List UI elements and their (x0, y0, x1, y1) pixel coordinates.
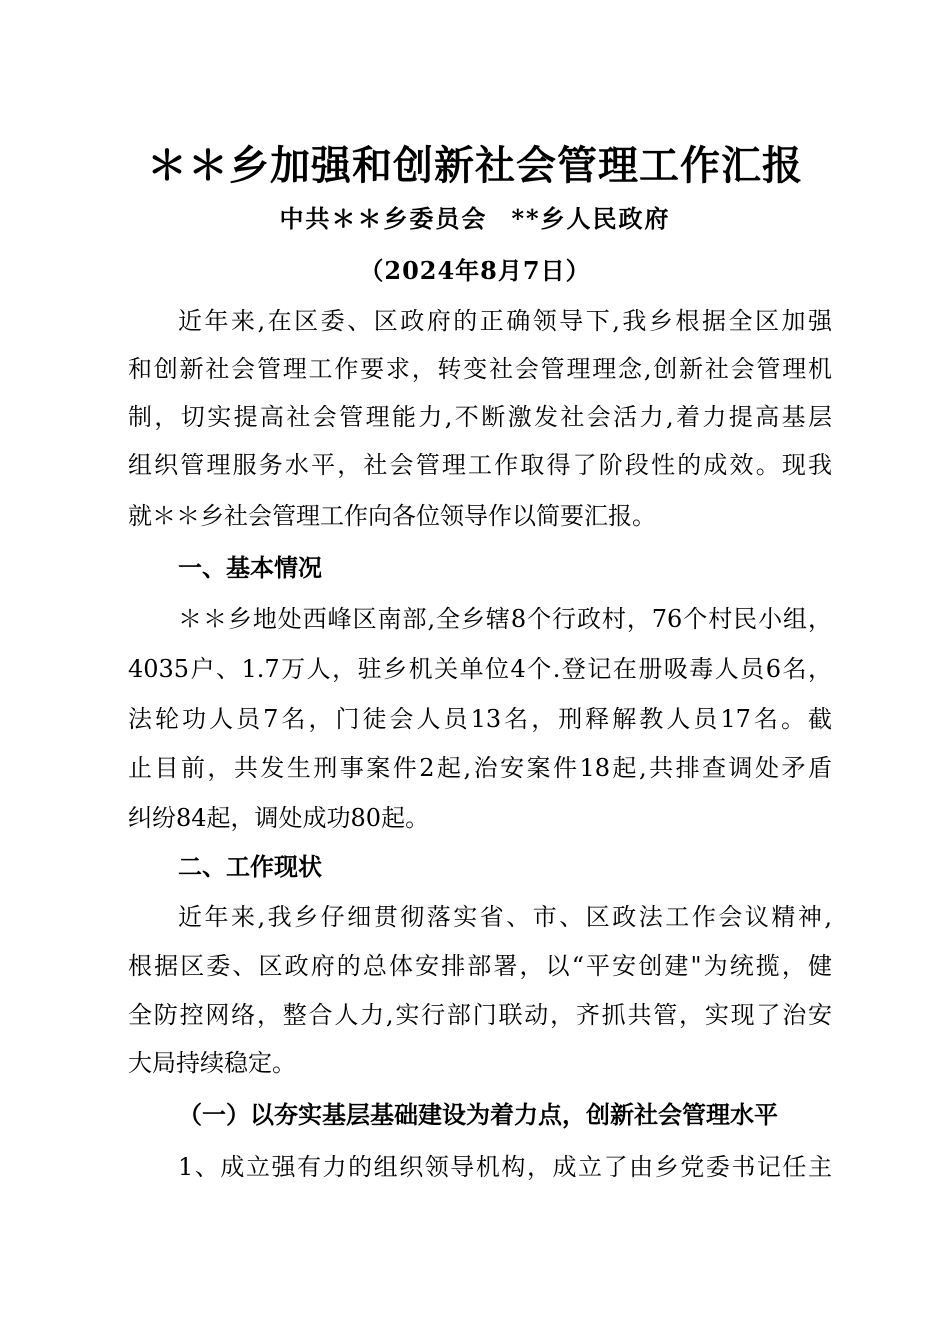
paragraph-line: 和创新社会管理工作要求，转变社会管理理念,创新社会管理机 (128, 355, 832, 383)
paragraph-line: 组织管理服务水平，社会管理工作取得了阶段性的成效。现我 (128, 451, 832, 479)
paragraph-line: 止目前，共发生刑事案件2起,治安案件18起,共排查调处矛盾 (128, 754, 832, 782)
section-heading-basic-info: 一、基本情况 (178, 553, 322, 582)
paragraph-line: 就＊＊乡社会管理工作向各位领导作以简要汇报。 (128, 502, 656, 530)
paragraph-line: 纠纷84起，调处成功80起。 (128, 804, 430, 832)
paragraph-line: 4035户、1.7万人，驻乡机关单位4个.登记在册吸毒人员6名， (128, 655, 832, 683)
issuer-government: **乡人民政府 (511, 204, 671, 233)
document-date: （2024年8月7日） (359, 256, 591, 285)
subsection-heading: （一）以夯实基层基础建设为着力点，创新社会管理水平 (178, 1100, 778, 1129)
paragraph-line: 1、成立强有力的组织领导机构，成立了由乡党委书记任主 (178, 1153, 832, 1181)
paragraph-line: 近年来,在区委、区政府的正确领导下,我乡根据全区加强 (178, 307, 832, 335)
paragraph-line: 制，切实提高社会管理能力,不断激发社会活力,着力提高基层 (128, 403, 832, 431)
paragraph-line: 法轮功人员7名，门徒会人员13名，刑释解教人员17名。截 (128, 705, 832, 733)
paragraph-line: 根据区委、区政府的总体安排部署，以“平安创建"为统揽，健 (128, 952, 832, 980)
paragraph-line: 近年来,我乡仔细贯彻落实省、市、区政法工作会议精神, (178, 903, 832, 931)
paragraph-line: 全防控网络，整合人力,实行部门联动，齐抓共管，实现了治安 (128, 1001, 832, 1029)
document-title: ＊＊乡加强和创新社会管理工作汇报 (147, 142, 803, 189)
paragraph-line: 大局持续稳定。 (128, 1049, 296, 1077)
issuer-party: 中共＊＊乡委员会 (279, 204, 488, 233)
document-issuers (0, 200, 950, 238)
section-heading-work-status: 二、工作现状 (178, 852, 322, 881)
paragraph-line: ＊＊乡地处西峰区南部,全乡辖8个行政村，76个村民小组， (178, 605, 832, 633)
